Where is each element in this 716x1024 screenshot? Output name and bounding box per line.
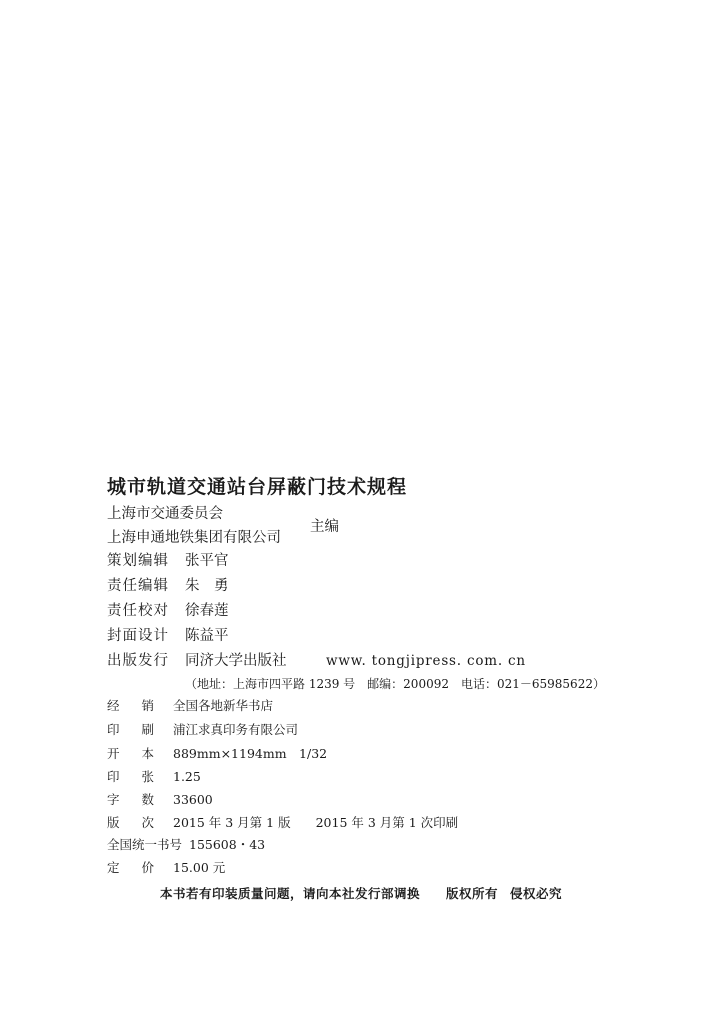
staff-value: 朱 勇 bbox=[185, 578, 229, 594]
spec-label: 印张 bbox=[107, 769, 177, 784]
spec-label: 经销 bbox=[107, 698, 177, 713]
spec-row-distributor bbox=[107, 697, 273, 715]
staff-row-proofreader bbox=[107, 599, 229, 623]
spec-value: 889mm×1194mm 1/32 bbox=[173, 746, 328, 761]
staff-label: 策划编辑 bbox=[107, 553, 169, 569]
spec-row-isbn bbox=[107, 836, 265, 854]
publisher-name: 同济大学出版社 bbox=[185, 653, 287, 669]
quality-notice: 本书若有印装质量问题，请向本社发行部调换 bbox=[160, 886, 421, 901]
spec-value: 15.00 元 bbox=[173, 860, 226, 875]
spec-row-word-count bbox=[107, 791, 213, 809]
staff-row-responsible-editor bbox=[107, 574, 229, 598]
staff-label: 责任校对 bbox=[107, 603, 169, 619]
author-role: 主编 bbox=[310, 519, 339, 535]
staff-row-publisher bbox=[107, 649, 287, 673]
publisher-address: （地址：上海市四平路 1239 号 邮编：200092 电话：021－65985622） bbox=[185, 677, 605, 691]
staff-label: 出版发行 bbox=[107, 653, 169, 669]
spec-label: 全国统一书号 bbox=[107, 837, 183, 852]
spec-row-printer bbox=[107, 721, 298, 739]
spec-row-format bbox=[107, 745, 327, 763]
author-list bbox=[107, 502, 281, 550]
author-2: 上海申通地铁集团有限公司 bbox=[107, 530, 281, 546]
spec-value: 155608・43 bbox=[189, 837, 266, 852]
staff-value: 张平官 bbox=[185, 553, 229, 569]
footer-note bbox=[160, 884, 562, 902]
spec-value: 浦江求真印务有限公司 bbox=[173, 722, 299, 737]
staff-label: 责任编辑 bbox=[107, 578, 169, 594]
spec-value: 全国各地新华书店 bbox=[173, 698, 274, 713]
spec-label: 版次 bbox=[107, 815, 177, 830]
spec-row-price bbox=[107, 859, 225, 877]
spec-value: 1.25 bbox=[173, 769, 201, 784]
staff-value: 徐春莲 bbox=[185, 603, 229, 619]
spec-label: 印刷 bbox=[107, 722, 177, 737]
spec-value: 33600 bbox=[173, 792, 213, 807]
staff-value: 陈益平 bbox=[185, 628, 229, 644]
book-title: 城市轨道交通站台屏蔽门技术规程 bbox=[107, 476, 408, 498]
spec-row-edition bbox=[107, 814, 458, 832]
piracy-warning: 侵权必究 bbox=[510, 886, 563, 901]
staff-row-cover-design bbox=[107, 624, 229, 648]
spec-label: 字数 bbox=[107, 792, 177, 807]
publisher-website: www. tongjipress. com. cn bbox=[326, 653, 526, 669]
spec-label: 开本 bbox=[107, 746, 177, 761]
spec-value: 2015 年 3 月第 1 版 2015 年 3 月第 1 次印刷 bbox=[173, 815, 459, 830]
spec-row-sheets bbox=[107, 768, 201, 786]
spec-label: 定价 bbox=[107, 860, 177, 875]
author-1: 上海市交通委员会 bbox=[107, 506, 223, 522]
rights-reserved: 版权所有 bbox=[446, 886, 499, 901]
staff-label: 封面设计 bbox=[107, 628, 169, 644]
staff-row-planning-editor bbox=[107, 549, 229, 573]
